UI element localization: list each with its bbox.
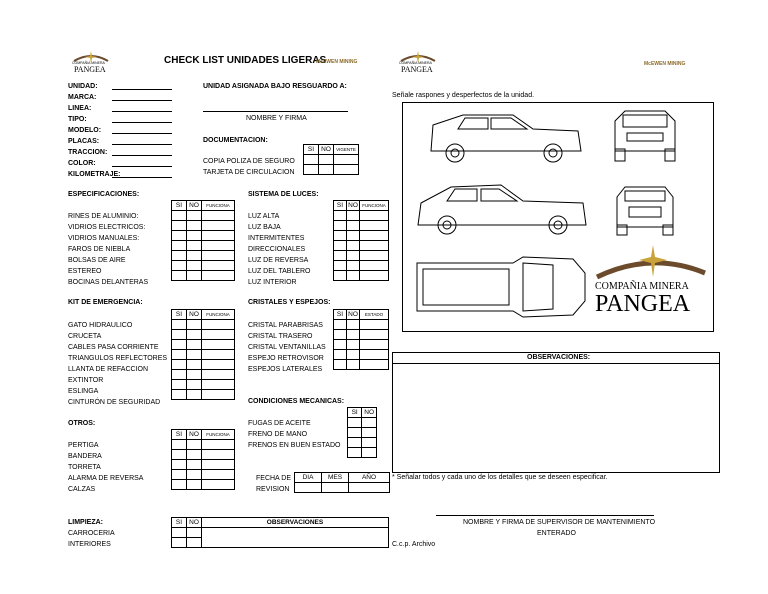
mec-cell[interactable] [362,418,377,428]
observaciones-area[interactable] [392,363,720,473]
documentacion-table [303,144,359,175]
supervisor-sign-line[interactable] [436,515,654,516]
cris-cell[interactable] [347,330,360,340]
doc-cell[interactable] [304,155,319,165]
esp-col-no: NO [187,201,202,211]
otros-cell[interactable] [187,440,202,450]
luces-cell[interactable] [334,211,347,221]
luces-cell[interactable] [334,251,347,261]
observaciones-title: OBSERVACIONES: [527,354,591,361]
luces-cell[interactable] [360,211,389,221]
otros-cell[interactable] [202,450,235,460]
otros-cell[interactable] [172,470,187,480]
especificaciones-title: ESPECIFICACIONES: [68,191,140,198]
otros-cell[interactable] [172,460,187,470]
cris-cell[interactable] [334,340,347,350]
luces-item: DIRECCIONALES [248,246,306,253]
doc-cell[interactable] [334,165,359,175]
kit-cell[interactable] [172,340,187,350]
esp-cell[interactable] [172,221,187,231]
kit-item: CABLES PASA CORRIENTE [68,344,159,351]
doc-cell[interactable] [319,165,334,175]
otros-cell[interactable] [187,480,202,490]
pangea-logo-left [70,50,112,76]
esp-item: BOLSAS DE AIRE [68,257,126,264]
esp-item: RINES DE ALUMINIO: [68,213,139,220]
esp-cell[interactable] [187,261,202,271]
mecanicas-title: CONDICIONES MECANICAS: [248,398,345,405]
cris-col-estado: ESTADO [360,310,389,320]
mec-cell[interactable] [362,428,377,438]
cristales-title: CRISTALES Y ESPEJOS: [248,299,331,306]
cris-cell[interactable] [360,340,389,350]
field-marca-line[interactable] [112,100,172,101]
mecanicas-table [347,407,377,458]
kit-item: CINTURÓN DE SEGURIDAD [68,399,161,406]
kit-cell[interactable] [187,380,202,390]
fecha-label-1: FECHA DE [256,475,292,482]
field-traccion-line[interactable] [112,155,172,156]
fecha-cell[interactable] [349,483,390,493]
assigned-sign-line[interactable] [203,111,348,112]
limpieza-table [171,517,389,548]
cris-cell[interactable] [334,330,347,340]
pangea-logo-right [397,50,439,76]
esp-cell[interactable] [172,271,187,281]
pangea-big-logo [593,243,708,321]
doc-col-no: NO [319,145,334,155]
mec-item: FRENO DE MANO [248,431,308,438]
esp-cell[interactable] [202,211,235,221]
kit-cell[interactable] [172,320,187,330]
supervisor-enterado: ENTERADO [537,530,576,537]
otros-table [171,429,235,490]
otros-col-si: SI [172,430,187,440]
luces-cell[interactable] [360,261,389,271]
otros-cell[interactable] [187,450,202,460]
kit-cell[interactable] [202,330,235,340]
esp-item: VIDRIOS ELECTRICOS: [68,224,146,231]
luces-title: SISTEMA DE LUCES: [248,191,319,198]
luces-cell[interactable] [347,211,360,221]
esp-cell[interactable] [172,211,187,221]
limp-cell[interactable] [187,538,202,548]
cris-cell[interactable] [347,350,360,360]
page-title: CHECK LIST UNIDADES LIGERAS [164,55,327,66]
otros-item: CALZAS [68,486,96,493]
esp-cell[interactable] [187,211,202,221]
fecha-col-ano: AÑO [349,473,390,483]
esp-item: ESTEREO [68,268,102,275]
field-tipo-line[interactable] [112,122,172,123]
luces-cell[interactable] [347,271,360,281]
luces-cell[interactable] [360,231,389,241]
details-note: * Señalar todos y cada uno de los detalles que se deseen especificar. [392,474,608,481]
fecha-table [294,472,390,493]
logo-right-line1: COMPAÑIA MINERA [399,61,432,65]
cris-cell[interactable] [347,360,360,370]
esp-cell[interactable] [172,261,187,271]
kit-cell[interactable] [187,370,202,380]
cris-cell[interactable] [334,350,347,360]
luces-col-funciona: FUNCIONA [360,201,389,211]
limp-col-no: NO [187,518,202,528]
limp-item: INTERIORES [68,541,111,548]
cris-item: CRISTAL VENTANILLAS [248,344,326,351]
big-logo-line2: PANGEA [595,291,691,317]
doc-item-poliza: COPIA POLIZA DE SEGURO [203,158,295,165]
kit-cell[interactable] [187,360,202,370]
mec-cell[interactable] [348,428,362,438]
cris-col-si: SI [334,310,347,320]
kit-item: CRUCETA [68,333,102,340]
damage-note: Señale raspones y desperfectos de la unidad. [392,92,535,99]
luces-cell[interactable] [334,241,347,251]
field-kilometraje-line[interactable] [112,177,172,178]
otros-cell[interactable] [202,460,235,470]
doc-cell[interactable] [304,165,319,175]
limp-col-obs: OBSERVACIONES [202,518,389,528]
esp-item: FAROS DE NIEBLA [68,246,131,253]
luces-cell[interactable] [360,221,389,231]
esp-cell[interactable] [172,231,187,241]
kit-cell[interactable] [187,320,202,330]
cris-item: CRISTAL PARABRISAS [248,322,323,329]
cris-cell[interactable] [347,340,360,350]
cris-cell[interactable] [360,330,389,340]
ccp-archivo: C.c.p. Archivo [392,541,436,548]
kit-cell[interactable] [172,380,187,390]
kit-col-no: NO [187,310,202,320]
luces-cell[interactable] [347,261,360,271]
big-logo-line1: COMPAÑIA MINERA [595,281,689,292]
cris-cell[interactable] [334,360,347,370]
cris-cell[interactable] [360,320,389,330]
esp-item: BOCINAS DELANTERAS [68,279,149,286]
kit-title: KIT DE EMERGENCIA: [68,299,143,306]
doc-item-tarjeta: TARJETA DE CIRCULACION [203,169,295,176]
kit-item: ESLINGA [68,388,99,395]
mec-cell[interactable] [348,448,362,458]
vehicle-diagram[interactable] [402,102,714,332]
esp-cell[interactable] [202,231,235,241]
luces-cell[interactable] [360,241,389,251]
kit-item: EXTINTOR [68,377,104,384]
field-marca-label: MARCA: [68,94,97,101]
field-placas-line[interactable] [112,144,172,145]
luces-cell[interactable] [347,231,360,241]
truck-side-view-2-icon [418,185,586,234]
kit-cell[interactable] [202,390,235,400]
field-color-label: COLOR: [68,160,96,167]
esp-col-funciona: FUNCIONA [202,201,235,211]
esp-cell[interactable] [202,271,235,281]
otros-title: OTROS: [68,420,96,427]
luces-cell[interactable] [334,271,347,281]
luces-cell[interactable] [347,221,360,231]
mcewen-logo-right: McEWEN MINING [644,61,686,67]
kit-cell[interactable] [172,390,187,400]
fecha-label-2: REVISION [256,486,290,493]
cris-cell[interactable] [360,350,389,360]
kit-cell[interactable] [187,330,202,340]
logo-right-line2: PANGEA [401,65,433,74]
doc-cell[interactable] [334,155,359,165]
otros-item: ALARMA DE REVERSA [68,475,144,482]
otros-cell[interactable] [172,440,187,450]
otros-col-no: NO [187,430,202,440]
esp-cell[interactable] [187,241,202,251]
limp-obs-cell[interactable] [202,528,389,548]
kit-cell[interactable] [172,350,187,360]
kit-cell[interactable] [202,380,235,390]
mec-cell[interactable] [348,438,362,448]
luces-item: LUZ DE REVERSA [248,257,309,264]
esp-item: VIDRIOS MANUALES: [68,235,140,242]
mec-cell[interactable] [362,438,377,448]
mec-col-si: SI [348,408,362,418]
fecha-col-mes: MES [322,473,349,483]
doc-cell[interactable] [319,155,334,165]
kit-cell[interactable] [187,350,202,360]
esp-cell[interactable] [172,251,187,261]
luces-cell[interactable] [360,271,389,281]
otros-cell[interactable] [172,450,187,460]
esp-cell[interactable] [187,231,202,241]
cris-item: CRISTAL TRASERO [248,333,313,340]
kit-cell[interactable] [202,320,235,330]
otros-cell[interactable] [202,480,235,490]
field-kilometraje-label: KILOMETRAJE: [68,171,121,178]
cris-item: ESPEJO RETROVISOR [248,355,324,362]
truck-front-view-icon [615,111,675,161]
esp-cell[interactable] [202,261,235,271]
kit-cell[interactable] [202,350,235,360]
luces-table [333,200,389,281]
otros-cell[interactable] [187,460,202,470]
kit-col-funciona: FUNCIONA [202,310,235,320]
kit-cell[interactable] [202,360,235,370]
limpieza-title: LIMPIEZA: [68,519,103,526]
luces-cell[interactable] [334,261,347,271]
mec-item: FUGAS DE ACEITE [248,420,311,427]
esp-cell[interactable] [202,221,235,231]
kit-cell[interactable] [172,370,187,380]
limp-cell[interactable] [172,538,187,548]
esp-cell[interactable] [202,251,235,261]
otros-item: TORRETA [68,464,101,471]
supervisor-caption: NOMBRE Y FIRMA DE SUPERVISOR DE MANTENIMIENTO [463,519,656,526]
cris-item: ESPEJOS LATERALES [248,366,323,373]
luces-item: LUZ ALTA [248,213,280,220]
cris-cell[interactable] [360,360,389,370]
fecha-col-dia: DIA [295,473,322,483]
doc-col-si: SI [304,145,319,155]
luces-cell[interactable] [334,231,347,241]
assigned-sign-caption: NOMBRE Y FIRMA [246,115,307,122]
otros-cell[interactable] [187,470,202,480]
mec-cell[interactable] [348,418,362,428]
kit-cell[interactable] [202,340,235,350]
mec-item: FRENOS EN BUEN ESTADO [248,442,341,449]
field-modelo-label: MODELO: [68,127,102,134]
field-linea-line[interactable] [112,111,172,112]
field-placas-label: PLACAS: [68,138,100,145]
mec-cell[interactable] [362,448,377,458]
esp-cell[interactable] [187,251,202,261]
logo-left-line2: PANGEA [74,65,106,74]
cristales-table [333,309,389,370]
limp-col-si: SI [172,518,187,528]
documentacion-title: DOCUMENTACION: [203,137,268,144]
field-unidad-line[interactable] [112,89,172,90]
field-tipo-label: TIPO: [68,116,87,123]
luces-cell[interactable] [347,241,360,251]
kit-cell[interactable] [187,390,202,400]
field-modelo-line[interactable] [112,133,172,134]
otros-item: BANDERA [68,453,102,460]
truck-top-view-icon [417,257,585,317]
fecha-cell[interactable] [295,483,322,493]
kit-item: LLANTA DE REFACCION [68,366,149,373]
otros-col-funciona: FUNCIONA [202,430,235,440]
field-color-line[interactable] [112,166,172,167]
luces-item: LUZ DEL TABLERO [248,268,311,275]
cris-cell[interactable] [347,320,360,330]
esp-cell[interactable] [202,241,235,251]
field-unidad-label: UNIDAD: [68,83,98,90]
otros-cell[interactable] [202,470,235,480]
truck-side-view-icon [431,115,581,162]
assigned-label: UNIDAD ASIGNADA BAJO RESGUARDO A: [203,83,347,90]
doc-col-vigente: VIGENTE [334,145,359,155]
otros-cell[interactable] [202,440,235,450]
kit-cell[interactable] [187,340,202,350]
esp-cell[interactable] [172,241,187,251]
luces-col-si: SI [334,201,347,211]
fecha-cell[interactable] [322,483,349,493]
cris-col-no: NO [348,311,358,318]
luces-col-no: NO [348,202,358,209]
otros-item: PERTIGA [68,442,99,449]
kit-col-si: SI [172,310,187,320]
kit-cell[interactable] [172,330,187,340]
especificaciones-table [171,200,235,281]
field-traccion-label: TRACCION: [68,149,108,156]
luces-item: LUZ BAJA [248,224,281,231]
luces-cell[interactable] [347,251,360,261]
mec-col-no: NO [362,408,377,418]
esp-col-si: SI [172,201,187,211]
otros-cell[interactable] [172,480,187,490]
field-linea-label: LINEA: [68,105,92,112]
limp-cell[interactable] [187,528,202,538]
truck-rear-view-icon [617,187,673,235]
kit-item: GATO HIDRAULICO [68,322,133,329]
luces-item: LUZ INTERIOR [248,279,297,286]
kit-table [171,309,235,400]
kit-cell[interactable] [202,370,235,380]
kit-cell[interactable] [172,360,187,370]
esp-cell[interactable] [187,271,202,281]
luces-cell[interactable] [334,221,347,231]
kit-item: TRIANGULOS REFLECTORES [68,355,168,362]
mcewen-logo-left: McEWEN MINING [316,59,358,65]
esp-cell[interactable] [187,221,202,231]
limp-item: CARROCERIA [68,530,115,537]
limp-cell[interactable] [172,528,187,538]
logo-left-line1: COMPAÑIA MINERA [72,61,105,65]
luces-item: INTERMITENTES [248,235,305,242]
luces-cell[interactable] [360,251,389,261]
cris-cell[interactable] [334,320,347,330]
